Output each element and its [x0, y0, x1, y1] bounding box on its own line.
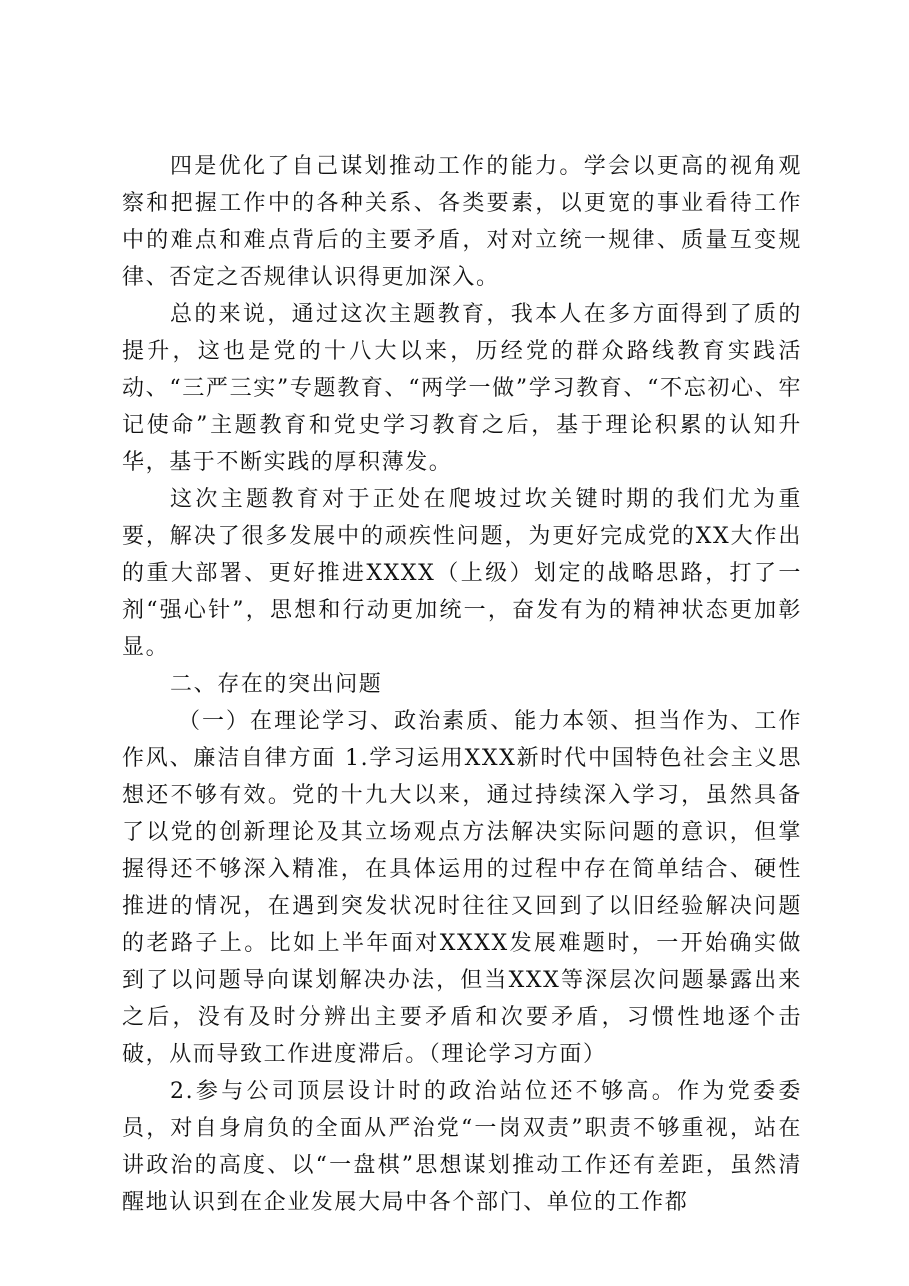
paragraph-capability: 四是优化了自己谋划推动工作的能力。学会以更高的视角观察和把握工作中的各种关系、各类要素，以更宽的事业看待工作中的难点和难点背后的主要矛盾，对对立统一规律、质量互变规律、否定之否规律认识得更加深入。: [122, 154, 802, 290]
paragraph-summary: 总的来说，通过这次主题教育，我本人在多方面得到了质的提升，这也是党的十八大以来，历经党的群众路线教育实践活动、“三严三实”专题教育、“两学一做”学习教育、“不忘初心、牢记使命”主题教育和党史学习教育之后，基于理论积累的认知升华，基于不断实践的厚积薄发。: [122, 302, 802, 475]
paragraph-political-standing: 2.参与公司顶层设计时的政治站位还不够高。作为党委委员，对自身肩负的全面从严治党“一岗双责”职责不够重视，站在讲政治的高度、以“一盘棋”思想谋划推动工作还有差距，虽然清醒地认识到在企业发展大局中各个部门、单位的工作都: [122, 1079, 802, 1215]
document-body: [122, 148, 802, 1221]
subsection-paragraph: （一）在理论学习、政治素质、能力本领、担当作为、工作作风、廉洁自律方面 1.学习运用XXX新时代中国特色社会主义思想还不够有效。党的十九大以来，通过持续深入学习，虽然具备了以党的创新理论及其立场观点方法解决实际问题的意识，但掌握得还不够深入精准，在具体运用的过程中存在简单结合、硬性推进的情况，在遇到突发状况时往往又回到了以旧经验解决问题的老路子上。比如上半年面对XXXX发展难题时，一开始确实做到了以问题导向谋划解决办法，但当XXX等深层次问题暴露出来之后，没有及时分辨出主要矛盾和次要矛盾，习惯性地逐个击破，从而导致工作进度滞后。（理论学习方面）: [122, 709, 802, 1067]
paragraph-importance: 这次主题教育对于正处在爬坡过坎关键时期的我们尤为重要，解决了很多发展中的顽疾性问题，为更好完成党的XX大作出的重大部署、更好推进XXXX（上级）划定的战略思路，打了一剂“强心针”，思想和行动更加统一，奋发有为的精神状态更加彰显。: [122, 487, 802, 660]
section-heading: 二、存在的突出问题: [170, 672, 383, 697]
